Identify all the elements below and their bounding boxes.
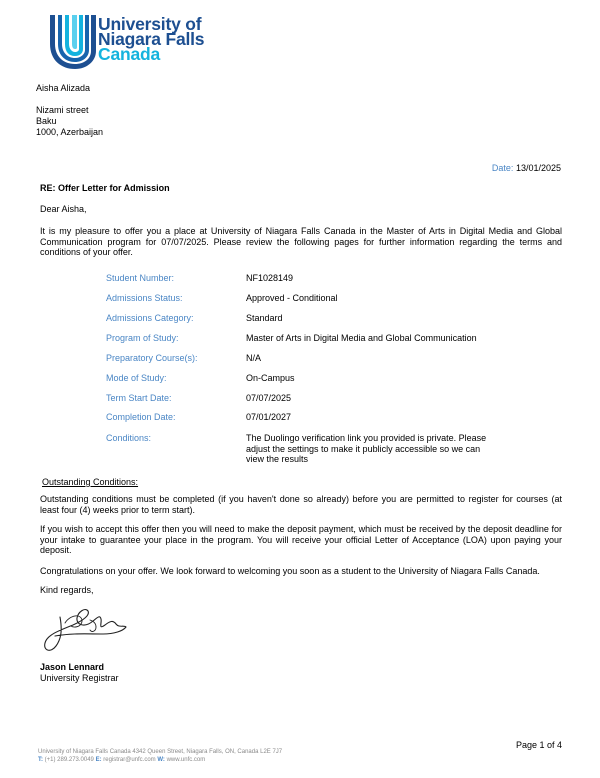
footer-contact-line: [38, 756, 282, 764]
web-label: W:: [157, 757, 165, 763]
deposit-paragraph: If you wish to accept this offer then you will need to make the deposit payment, which must be received by the deposit deadline for your intake to guarantee your place in the program. You will receive your official Letter of Acceptance (LOA) upon paying your deposit.: [40, 524, 562, 555]
logo-line-3: Canada: [98, 44, 161, 64]
detail-label: Program of Study:: [106, 333, 179, 343]
detail-value: Standard: [246, 313, 283, 323]
footer-address: University of Niagara Falls Canada 4342 Queen Street, Niagara Falls, ON, Canada L2E 7J7: [38, 749, 283, 755]
detail-value: N/A: [246, 353, 262, 363]
detail-label: Admissions Status:: [106, 293, 183, 303]
detail-label: Admissions Category:: [106, 313, 194, 323]
detail-value: NF1028149: [246, 273, 294, 283]
university-logo-wordmark: [98, 14, 258, 64]
phone-label: T:: [38, 757, 43, 763]
detail-value: Approved - Conditional: [246, 293, 338, 303]
outstanding-conditions-paragraph: Outstanding conditions must be completed (if you haven't done so already) before you are permitted to register for courses (at least four (4) weeks prior to term start).: [40, 494, 562, 515]
recipient-block: [36, 83, 103, 138]
recipient-address-line: Baku: [36, 116, 57, 126]
detail-value: 07/07/2025: [246, 393, 292, 403]
detail-value: On-Campus: [246, 373, 295, 383]
detail-value: Master of Arts in Digital Media and Global Communication: [246, 333, 477, 343]
detail-value: The Duolingo verification link you provided is private. Please adjust the settings to make it publicly accessible so we can view the results: [246, 433, 487, 464]
page-footer: [38, 748, 282, 764]
detail-label: Completion Date:: [106, 412, 176, 422]
detail-label: Student Number:: [106, 273, 175, 283]
website-link[interactable]: www.unfc.com: [166, 757, 206, 763]
detail-row-preparatory-courses: [106, 353, 506, 373]
email-link[interactable]: registrar@unfc.com: [103, 757, 156, 763]
university-logo-mark-icon: [47, 14, 97, 70]
detail-row-completion-date: [106, 412, 506, 433]
detail-row-admissions-status: [106, 293, 506, 313]
detail-row-student-number: [106, 273, 506, 293]
email-label: E:: [95, 757, 102, 763]
detail-row-term-start-date: [106, 393, 506, 412]
date-label: Date:: [491, 163, 514, 173]
detail-row-program-of-study: [106, 333, 506, 353]
signer-name: Jason Lennard: [40, 662, 105, 672]
phone-number: (+1) 289.273.0049: [44, 757, 94, 763]
closing-line: Kind regards,: [40, 585, 94, 595]
admission-details-table: [106, 273, 506, 465]
detail-label: Term Start Date:: [106, 393, 172, 403]
letter-salutation: Dear Aisha,: [40, 204, 87, 214]
logo-line-2: Niagara Falls: [98, 29, 205, 49]
detail-row-admissions-category: [106, 313, 506, 333]
letter-date: [492, 163, 561, 173]
recipient-address-line: 1000, Azerbaijan: [36, 127, 104, 137]
date-value: 13/01/2025: [515, 163, 561, 173]
congratulations-paragraph: Congratulations on your offer. We look forward to welcoming you soon as a student to the University of Niagara Falls Canada.: [40, 566, 540, 576]
outstanding-conditions-heading: Outstanding Conditions:: [42, 477, 139, 487]
signer-title: University Registrar: [40, 673, 119, 683]
letter-subject: RE: Offer Letter for Admission: [40, 183, 170, 193]
page-number: Page 1 of 4: [515, 740, 562, 750]
detail-label: Conditions:: [106, 433, 152, 443]
recipient-name: Aisha Alizada: [36, 83, 91, 93]
detail-row-mode-of-study: [106, 373, 506, 393]
intro-paragraph: It is my pleasure to offer you a place at University of Niagara Falls Canada in the Master of Arts in Digital Media and Global Communication program for 07/07/2025. Please review the following pages for further information regarding the terms and conditions of your offer.: [40, 226, 562, 257]
detail-row-conditions: [106, 433, 506, 465]
detail-label: Preparatory Course(s):: [106, 353, 198, 363]
detail-label: Mode of Study:: [106, 373, 167, 383]
recipient-address-line: Nizami street: [36, 105, 89, 115]
handwritten-signature: [38, 603, 130, 657]
logo-line-1: University of: [98, 14, 202, 34]
university-logo: [47, 14, 257, 74]
detail-value: 07/01/2027: [246, 412, 292, 422]
